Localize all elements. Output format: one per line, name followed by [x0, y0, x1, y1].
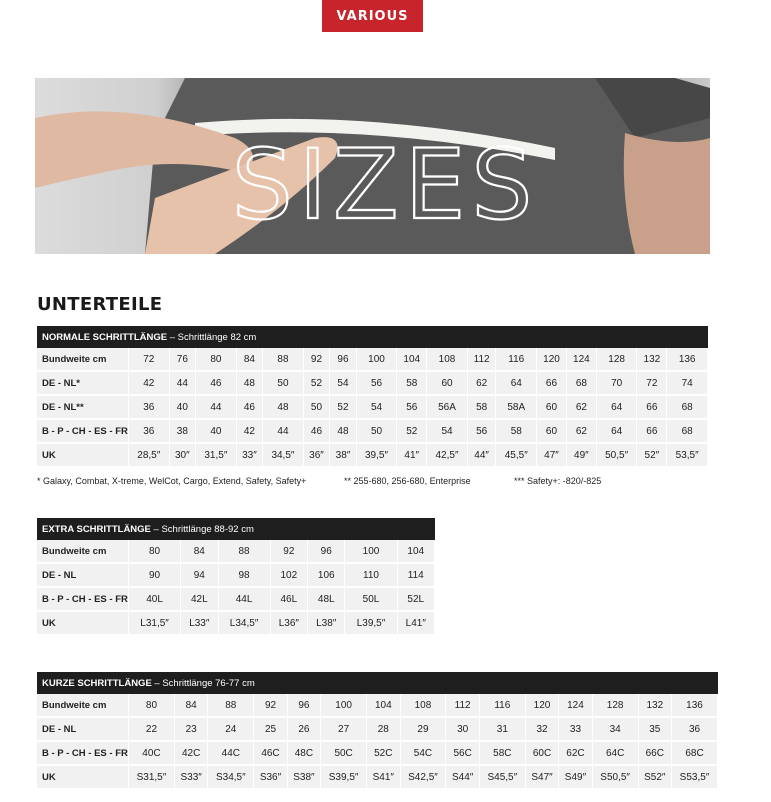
size-cell: 39,5″: [356, 443, 397, 467]
size-cell: S44″: [446, 765, 479, 789]
size-cell: 62: [566, 395, 596, 419]
size-cell: 44L: [218, 587, 270, 611]
size-cell: 48: [236, 371, 262, 395]
size-cell: 31: [479, 717, 525, 741]
size-cell: 108: [400, 694, 446, 717]
size-cell: 72: [129, 348, 170, 371]
table-subtitle: – Schrittlänge 76-77 cm: [151, 677, 255, 689]
table-row: [37, 443, 708, 467]
table-row: [37, 348, 708, 371]
size-cell: 54: [330, 371, 356, 395]
size-cell: 96: [287, 694, 320, 717]
size-cell: 32: [525, 717, 558, 741]
size-cell: 28,5″: [129, 443, 170, 467]
size-cell: 80: [196, 348, 237, 371]
row-label: Bundweite cm: [37, 540, 129, 563]
size-cell: 42L: [181, 587, 218, 611]
row-label: Bundweite cm: [37, 348, 129, 371]
size-cell: S42,5″: [400, 765, 446, 789]
size-cell: 22: [129, 717, 175, 741]
size-cell: 62: [467, 371, 496, 395]
hero-image: [35, 78, 710, 254]
row-label: B - P - CH - ES - FR: [37, 587, 129, 611]
size-cell: 44: [263, 419, 304, 443]
footnote-1: * Galaxy, Combat, X-treme, WelCot, Cargo, Extend, Safety, Safety+: [37, 476, 307, 486]
size-cell: 46: [196, 371, 237, 395]
size-cell: 56: [356, 371, 397, 395]
size-cell: 76: [169, 348, 195, 371]
size-cell: 27: [321, 717, 367, 741]
row-label: B - P - CH - ES - FR: [37, 741, 129, 765]
size-cell: 72: [637, 371, 667, 395]
size-cell: 66: [537, 371, 567, 395]
table-row: [37, 694, 718, 717]
size-cell: S50,5″: [592, 765, 638, 789]
size-cell: 102: [270, 563, 307, 587]
size-cell: 42: [129, 371, 170, 395]
size-cell: 42: [236, 419, 262, 443]
size-cell: 34: [592, 717, 638, 741]
size-cell: 38″: [330, 443, 356, 467]
size-cell: 54: [356, 395, 397, 419]
row-label: DE - NL: [37, 563, 129, 587]
size-cell: S41″: [367, 765, 400, 789]
size-table-extra: [37, 518, 435, 636]
size-cell: 48: [263, 395, 304, 419]
size-cell: 110: [345, 563, 397, 587]
size-cell: S52″: [638, 765, 671, 789]
table-title-main: NORMALE SCHRITTLÄNGE: [42, 331, 168, 343]
size-cell: 92: [270, 540, 307, 563]
size-cell: 52: [303, 371, 329, 395]
size-cell: 46: [236, 395, 262, 419]
row-label: Bundweite cm: [37, 694, 129, 717]
size-cell: 33: [559, 717, 592, 741]
size-cell: 136: [667, 348, 708, 371]
size-cell: 54: [427, 419, 468, 443]
size-cell: 80: [129, 694, 175, 717]
size-cell: 92: [303, 348, 329, 371]
size-cell: 31,5″: [196, 443, 237, 467]
size-cell: 62C: [559, 741, 592, 765]
size-cell: 100: [356, 348, 397, 371]
size-cell: 60: [537, 395, 567, 419]
size-cell: 66C: [638, 741, 671, 765]
size-cell: 44″: [467, 443, 496, 467]
size-cell: S45,5″: [479, 765, 525, 789]
size-cell: 112: [467, 348, 496, 371]
size-cell: 116: [496, 348, 537, 371]
size-cell: S36″: [254, 765, 287, 789]
size-cell: 56: [397, 395, 427, 419]
size-cell: 50: [303, 395, 329, 419]
size-cell: 29: [400, 717, 446, 741]
category-badge: VARIOUS: [322, 0, 423, 32]
size-cell: 84: [236, 348, 262, 371]
table-row: [37, 587, 435, 611]
size-cell: 30: [446, 717, 479, 741]
size-cell: 136: [672, 694, 718, 717]
size-cell: 48L: [308, 587, 345, 611]
size-cell: 44: [196, 395, 237, 419]
size-cell: 68: [566, 371, 596, 395]
row-label: UK: [37, 443, 129, 467]
size-cell: 64C: [592, 741, 638, 765]
size-cell: 120: [525, 694, 558, 717]
size-cell: 94: [181, 563, 218, 587]
size-cell: 74: [667, 371, 708, 395]
table-subtitle: – Schrittlänge 82 cm: [167, 331, 257, 343]
size-cell: 58: [496, 419, 537, 443]
row-label: B - P - CH - ES - FR: [37, 419, 129, 443]
table-row: [37, 540, 435, 563]
size-cell: S34,5″: [208, 765, 254, 789]
size-cell: L31,5″: [129, 611, 181, 635]
size-cell: 106: [308, 563, 345, 587]
size-cell: L39,5″: [345, 611, 397, 635]
size-cell: 40C: [129, 741, 175, 765]
size-cell: 84: [181, 540, 218, 563]
size-table-short: [37, 672, 718, 790]
size-cell: 36: [672, 717, 718, 741]
size-cell: 66: [637, 419, 667, 443]
size-cell: 54C: [400, 741, 446, 765]
size-cell: 26: [287, 717, 320, 741]
size-cell: S49″: [559, 765, 592, 789]
size-cell: 68: [667, 419, 708, 443]
row-label: UK: [37, 611, 129, 635]
size-cell: 120: [537, 348, 567, 371]
size-cell: 124: [566, 348, 596, 371]
size-cell: 40: [196, 419, 237, 443]
row-label: UK: [37, 765, 129, 789]
size-cell: 50: [356, 419, 397, 443]
size-cell: 58: [467, 395, 496, 419]
size-cell: 44C: [208, 741, 254, 765]
size-cell: L33″: [181, 611, 218, 635]
size-cell: 64: [596, 419, 637, 443]
size-cell: 52L: [397, 587, 434, 611]
size-cell: 52″: [637, 443, 667, 467]
table-title-main: EXTRA SCHRITTLÄNGE: [42, 523, 151, 535]
table-row: [37, 419, 708, 443]
size-cell: 50C: [321, 741, 367, 765]
size-cell: 68: [667, 395, 708, 419]
size-cell: 128: [596, 348, 637, 371]
size-cell: 42C: [174, 741, 207, 765]
size-cell: 50L: [345, 587, 397, 611]
size-cell: 50,5″: [596, 443, 637, 467]
size-cell: 53,5″: [667, 443, 708, 467]
size-cell: S38″: [287, 765, 320, 789]
size-cell: 58C: [479, 741, 525, 765]
size-cell: 60C: [525, 741, 558, 765]
size-cell: 36: [129, 419, 170, 443]
size-cell: 45,5″: [496, 443, 537, 467]
size-cell: 30″: [169, 443, 195, 467]
table-title: [37, 672, 718, 694]
size-cell: L41″: [397, 611, 434, 635]
size-cell: 100: [345, 540, 397, 563]
size-cell: 38: [169, 419, 195, 443]
size-cell: 104: [397, 348, 427, 371]
table-row: [37, 611, 435, 635]
size-cell: 88: [208, 694, 254, 717]
size-cell: 128: [592, 694, 638, 717]
size-cell: S39,5″: [321, 765, 367, 789]
size-cell: 40: [169, 395, 195, 419]
size-cell: 90: [129, 563, 181, 587]
size-cell: 46C: [254, 741, 287, 765]
size-cell: 34,5″: [263, 443, 304, 467]
size-cell: 40L: [129, 587, 181, 611]
size-cell: 64: [496, 371, 537, 395]
size-cell: 49″: [566, 443, 596, 467]
section-title: UNTERTEILE: [37, 294, 163, 315]
size-cell: 41″: [397, 443, 427, 467]
size-cell: 48: [330, 419, 356, 443]
size-cell: 46L: [270, 587, 307, 611]
size-cell: 68C: [672, 741, 718, 765]
row-label: DE - NL: [37, 717, 129, 741]
size-cell: 52C: [367, 741, 400, 765]
size-cell: 108: [427, 348, 468, 371]
size-cell: 25: [254, 717, 287, 741]
size-cell: L38″: [308, 611, 345, 635]
size-cell: 96: [330, 348, 356, 371]
size-cell: 24: [208, 717, 254, 741]
size-cell: 28: [367, 717, 400, 741]
size-cell: 64: [596, 395, 637, 419]
size-cell: 84: [174, 694, 207, 717]
table-row: [37, 741, 718, 765]
size-cell: L36″: [270, 611, 307, 635]
table-title: [37, 518, 435, 540]
row-label: DE - NL**: [37, 395, 129, 419]
size-cell: 88: [263, 348, 304, 371]
table-row: [37, 717, 718, 741]
size-cell: 42,5″: [427, 443, 468, 467]
size-cell: 60: [427, 371, 468, 395]
size-cell: 100: [321, 694, 367, 717]
row-label: DE - NL*: [37, 371, 129, 395]
footnote-3: *** Safety+: -820/-825: [514, 476, 602, 486]
size-cell: 104: [397, 540, 434, 563]
table-subtitle: – Schrittlänge 88-92 cm: [150, 523, 254, 535]
size-cell: 35: [638, 717, 671, 741]
size-cell: 50: [263, 371, 304, 395]
size-cell: 132: [637, 348, 667, 371]
size-cell: S53,5″: [672, 765, 718, 789]
table-row: [37, 395, 708, 419]
size-cell: 56A: [427, 395, 468, 419]
size-cell: 116: [479, 694, 525, 717]
footnote-2: ** 255-680, 256-680, Enterprise: [344, 476, 471, 486]
hero-illustration: [35, 78, 710, 254]
size-cell: 36″: [303, 443, 329, 467]
size-cell: 48C: [287, 741, 320, 765]
size-cell: 46: [303, 419, 329, 443]
size-cell: 124: [559, 694, 592, 717]
size-cell: 58: [397, 371, 427, 395]
table-row: [37, 563, 435, 587]
size-cell: L34,5″: [218, 611, 270, 635]
size-cell: 44: [169, 371, 195, 395]
size-cell: 96: [308, 540, 345, 563]
size-cell: 132: [638, 694, 671, 717]
size-cell: 58A: [496, 395, 537, 419]
size-cell: 112: [446, 694, 479, 717]
size-cell: 52: [397, 419, 427, 443]
size-cell: 62: [566, 419, 596, 443]
size-cell: 56: [467, 419, 496, 443]
table-title-main: KURZE SCHRITTLÄNGE: [42, 677, 152, 689]
size-cell: 92: [254, 694, 287, 717]
size-cell: 88: [218, 540, 270, 563]
size-cell: 36: [129, 395, 170, 419]
size-cell: S47″: [525, 765, 558, 789]
size-table-normal: [37, 326, 708, 468]
size-cell: 52: [330, 395, 356, 419]
size-cell: 104: [367, 694, 400, 717]
hero-title: SIZES: [231, 129, 539, 241]
size-cell: 66: [637, 395, 667, 419]
size-cell: 70: [596, 371, 637, 395]
size-cell: 47″: [537, 443, 567, 467]
size-cell: 33″: [236, 443, 262, 467]
table-row: [37, 765, 718, 789]
size-cell: 98: [218, 563, 270, 587]
size-cell: 80: [129, 540, 181, 563]
size-cell: 23: [174, 717, 207, 741]
size-cell: 56C: [446, 741, 479, 765]
size-cell: 60: [537, 419, 567, 443]
size-cell: S33″: [174, 765, 207, 789]
table-title: [37, 326, 708, 348]
size-cell: S31,5″: [129, 765, 175, 789]
table-row: [37, 371, 708, 395]
size-cell: 114: [397, 563, 434, 587]
